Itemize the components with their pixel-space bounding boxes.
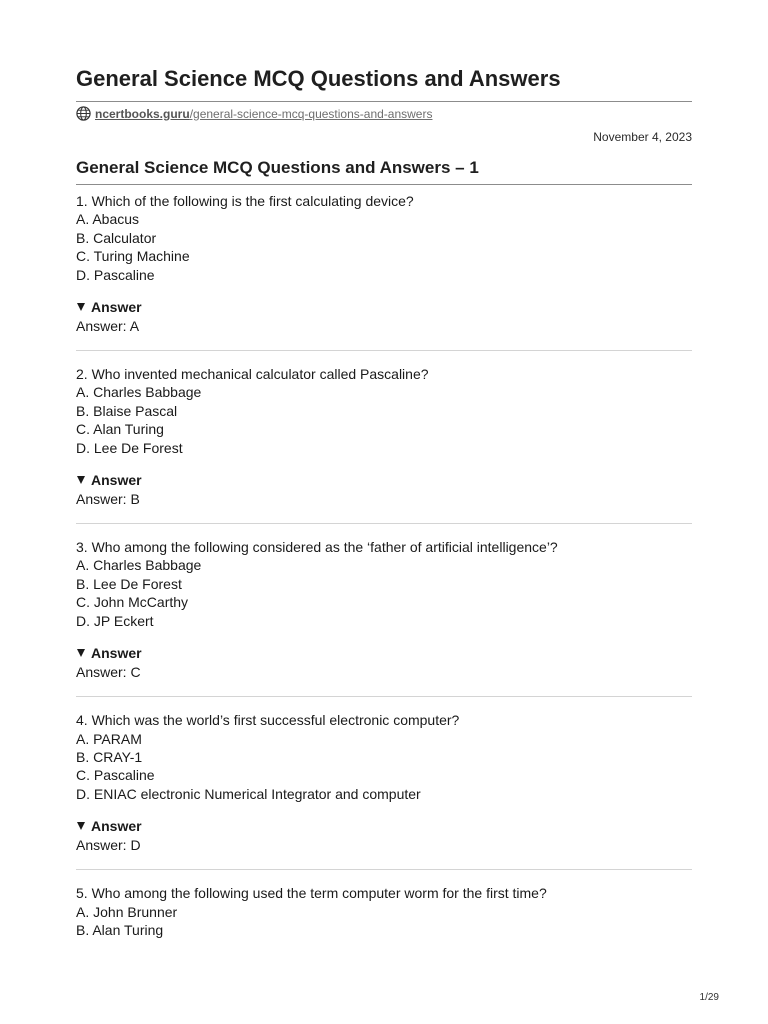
triangle-down-icon	[77, 303, 85, 311]
globe-icon	[76, 106, 91, 121]
question-text: 4. Which was the world’s first successful electronic computer?	[76, 712, 460, 729]
question-divider	[76, 869, 692, 870]
answer-option: D. ENIAC electronic Numerical Integrator and computer	[76, 785, 421, 802]
source-link[interactable]	[76, 106, 432, 121]
answer-option: A. Abacus	[76, 211, 140, 228]
answer-option: B. Alan Turing	[76, 921, 164, 938]
triangle-down-icon	[77, 649, 85, 657]
triangle-down-icon	[77, 476, 85, 484]
answer-option: D. JP Eckert	[76, 612, 154, 629]
question-text: 2. Who invented mechanical calculator called Pascaline?	[76, 366, 429, 383]
answer-option: C. Pascaline	[76, 767, 155, 784]
section-heading: General Science MCQ Questions and Answers – 1	[76, 158, 479, 177]
question-block	[76, 884, 692, 939]
title-divider	[76, 101, 692, 102]
answer-toggle-label: Answer	[91, 645, 142, 662]
answer-option: C. John McCarthy	[76, 594, 189, 611]
source-domain[interactable]: ncertbooks.guru	[95, 106, 190, 121]
answer-toggle-label: Answer	[91, 818, 142, 835]
triangle-down-icon	[77, 822, 85, 830]
question-divider	[76, 696, 692, 697]
question-block	[76, 365, 692, 509]
question-text: 5. Who among the following used the term computer worm for the first time?	[76, 885, 547, 902]
answer-option: B. Calculator	[76, 229, 157, 246]
answer-option: D. Pascaline	[76, 266, 155, 283]
answer-option: B. CRAY-1	[76, 748, 143, 765]
question-divider	[76, 523, 692, 524]
answer-text: Answer: C	[76, 664, 141, 681]
answer-option: B. Lee De Forest	[76, 575, 182, 592]
question-text: 1. Which of the following is the first calculating device?	[76, 193, 414, 209]
page-number: 1/29	[699, 992, 719, 1003]
section-divider	[76, 184, 692, 185]
answer-option: A. John Brunner	[76, 903, 178, 920]
answer-toggle[interactable]	[76, 471, 692, 489]
question-block	[76, 538, 692, 682]
answer-text: Answer: D	[76, 837, 141, 854]
answer-toggle-label: Answer	[91, 472, 142, 489]
answer-option: A. Charles Babbage	[76, 384, 202, 401]
answer-toggle[interactable]	[76, 644, 692, 662]
question-block	[76, 711, 692, 855]
answer-toggle[interactable]	[76, 817, 692, 835]
answer-text: Answer: B	[76, 491, 140, 508]
question-block	[76, 192, 692, 336]
source-path[interactable]: /general-science-mcq-questions-and-answers	[189, 106, 433, 121]
answer-option: D. Lee De Forest	[76, 439, 183, 456]
answer-toggle[interactable]	[76, 298, 692, 316]
publish-date: November 4, 2023	[593, 130, 692, 144]
question-list	[76, 192, 692, 939]
answer-option: A. Charles Babbage	[76, 557, 202, 574]
answer-option: C. Alan Turing	[76, 421, 164, 438]
question-text: 3. Who among the following considered as the ‘father of artificial intelligence’?	[76, 539, 558, 556]
question-divider	[76, 350, 692, 351]
answer-option: B. Blaise Pascal	[76, 402, 178, 419]
answer-toggle-label: Answer	[91, 299, 142, 316]
document-title: General Science MCQ Questions and Answers	[76, 66, 561, 91]
answer-option: C. Turing Machine	[76, 248, 190, 265]
answer-option: A. PARAM	[76, 730, 142, 747]
answer-text: Answer: A	[76, 318, 140, 335]
